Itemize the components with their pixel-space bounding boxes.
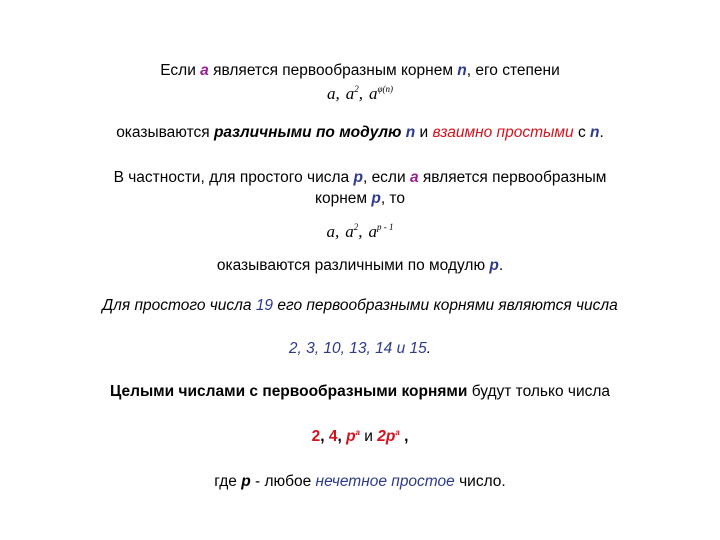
var-a: a — [200, 62, 209, 79]
number-19: 19 — [255, 297, 274, 314]
formula2-exp2: 2 — [353, 222, 359, 232]
text-dot: . — [599, 124, 604, 141]
line-number-forms — [0, 428, 720, 446]
formula1-a1: a — [327, 84, 336, 103]
text-distinct-modulo: различными по модулю — [213, 124, 402, 141]
text-root: корнем — [315, 190, 372, 207]
var-p: p — [346, 428, 356, 445]
text-for-prime: Для простого числа — [102, 297, 256, 314]
line-where-p-odd-prime — [0, 473, 720, 491]
text-only-numbers: будут только числа — [467, 383, 611, 400]
formula2-comma2: , — [358, 222, 363, 241]
text-turn-out: оказываются — [116, 124, 214, 141]
var-p: p — [371, 190, 381, 207]
line-primitive-root-def — [0, 62, 720, 80]
line-integers-with-roots — [0, 383, 720, 401]
text-is-primitive-root: является первообразным корнем — [208, 62, 458, 79]
var-n: n — [457, 62, 467, 79]
formula2-comma1: , — [335, 222, 340, 241]
line-prime-case-1 — [0, 169, 720, 187]
text-with: с — [573, 124, 591, 141]
var-p: p — [489, 257, 499, 274]
formula-powers-n — [0, 84, 720, 104]
text-integers-with-roots: Целыми числами с первообразными корнями — [109, 383, 468, 400]
text-then: , то — [380, 190, 405, 207]
comma1: , — [320, 428, 329, 445]
formula2-exp-p-minus-1: p - 1 — [377, 222, 394, 232]
formula2-a1: a — [326, 222, 335, 241]
exp-alpha: a — [395, 428, 400, 437]
form-2p-power — [377, 428, 400, 445]
roots-list: 2, 3, 10, 13, 14 и 15 — [288, 340, 427, 357]
text-in-particular: В частности, для простого числа — [113, 169, 354, 186]
line-roots-list — [0, 340, 720, 358]
line-prime-case-2 — [0, 190, 720, 208]
number-2: 2 — [311, 428, 321, 445]
var-p: p — [353, 169, 363, 186]
var-2p: 2p — [377, 428, 396, 445]
comma2: , — [337, 428, 347, 445]
formula-powers-p — [0, 222, 720, 242]
text-coprime: взаимно простыми — [432, 124, 574, 141]
var-p: p — [241, 473, 251, 490]
formula2-a2: a — [345, 222, 354, 241]
form-p-power — [346, 428, 360, 445]
text-if: Если — [160, 62, 201, 79]
formula1-exp-phi: φ(n) — [377, 84, 393, 94]
formula1-comma2: , — [358, 84, 363, 103]
formula1-a2: a — [345, 84, 355, 103]
text-distinct-modulo-plain: оказываются различными по модулю — [216, 257, 490, 274]
text-where: где — [214, 473, 242, 490]
var-n: n — [405, 124, 416, 141]
var-a: a — [409, 169, 419, 186]
text-dot: . — [498, 257, 504, 274]
text-dot: . — [426, 340, 432, 357]
text-roots-are: его первообразными корнями являются числа — [273, 297, 618, 314]
text-its-powers: , его степени — [466, 62, 560, 79]
exp-alpha: a — [355, 428, 360, 437]
text-end-comma: , — [399, 428, 409, 445]
text-odd-prime: нечетное простое — [315, 473, 455, 490]
text-is-primitive: является первообразным — [418, 169, 607, 186]
number-4: 4 — [328, 428, 338, 445]
line-example-19 — [0, 297, 720, 315]
formula1-a3: a — [369, 84, 378, 103]
var-n: n — [590, 124, 600, 141]
formula2-a3: a — [368, 222, 377, 241]
text-any: - любое — [250, 473, 316, 490]
text-number: число. — [454, 473, 506, 490]
text-and: и — [415, 124, 433, 141]
text-and: и — [359, 428, 378, 445]
formula1-exp2: 2 — [354, 84, 359, 94]
text-if: , если — [362, 169, 410, 186]
line-distinct-modulo-p — [0, 257, 720, 275]
line-distinct-modulo-n — [0, 124, 720, 142]
formula1-comma1: , — [335, 84, 340, 103]
